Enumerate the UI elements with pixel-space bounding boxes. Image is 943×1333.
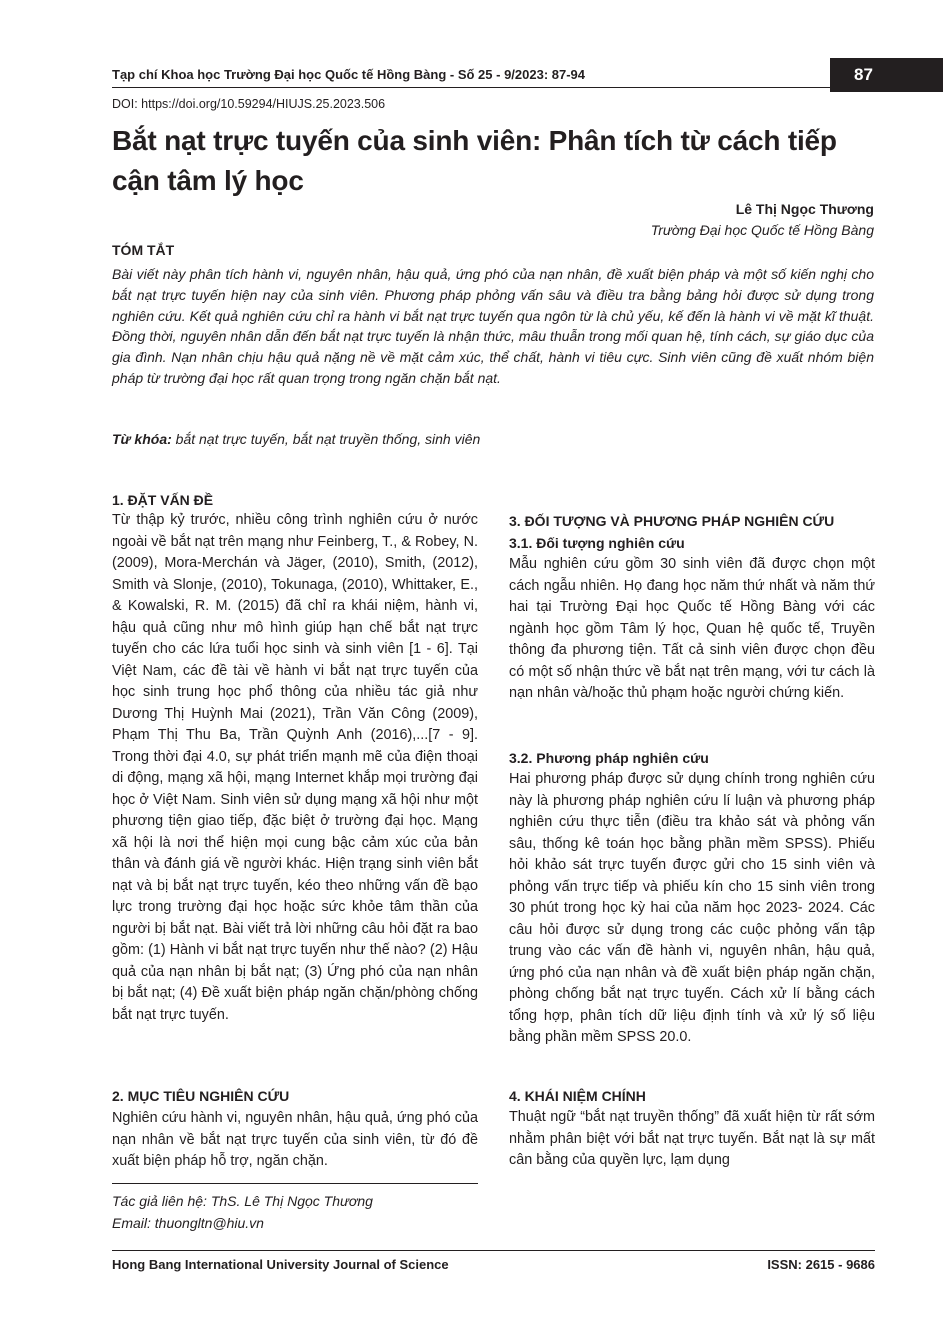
section-2-text: Nghiên cứu hành vi, nguyên nhân, hậu quả, ứng phó của nạn nhân về bắt nạt trực tuyến của sinh viên, từ đó đề xuất biện pháp hỗ trợ, ngăn chặn. [112,1110,478,1169]
section-3-1-heading: 3.1. Đối tượng nghiên cứu [509,535,685,551]
journal-header: Tạp chí Khoa học Trường Đại học Quốc tế Hồng Bàng - Số 25 - 9/2023: 87-94 [112,67,586,82]
section-3-heading: 3. ĐỐI TƯỢNG VÀ PHƯƠNG PHÁP NGHIÊN CỨU [509,513,835,529]
keywords-list: bắt nạt trực tuyến, bắt nạt truyền thống, sinh viên [171,431,481,447]
corresponding-email[interactable]: Email: thuongltn@hiu.vn [112,1215,264,1231]
article-title: Bắt nạt trực tuyến của sinh viên: Phân tích từ cách tiếp cận tâm lý học [112,125,837,196]
section-1-heading: 1. ĐẶT VẤN ĐỀ [112,492,214,508]
section-3-1-text: Mẫu nghiên cứu gồm 30 sinh viên đã được chọn một cách ngẫu nhiên. Họ đang học năm thứ nhất và năm thứ hai tại Trường Đại học Quốc tế Hồng Bàng với các ngành học gồm Tâm lý học, Quan hệ quốc tế, Truyền thông đa phương tiện. Tất cả sinh viên được chọn đều có một số nhận thức về bắt nạt trên mạng, với tư cách là nạn nhân và/hoặc thủ phạm hoặc người chứng kiến. [509,556,875,701]
correspondence [112,1190,373,1234]
doi-link[interactable]: DOI: https://doi.org/10.59294/HIUJS.25.2023.506 [112,97,386,111]
header-rule [112,87,830,88]
abstract-heading: TÓM TẮT [112,242,175,258]
page-number: 87 [830,58,943,92]
section-3-2-text: Hai phương pháp được sử dụng chính trong nghiên cứu này là phương pháp nghiên cứu lí luận và phương pháp nghiên cứu thực tiễn (điều tra khảo sát và phỏng vấn sâu, thống kê toán học bằng phần mềm SPSS). Phiếu hỏi khảo sát trực tuyến được gửi cho 15 sinh viên và phỏng vấn trực tiếp và phiếu kín cho 15 sinh viên trong 30 phút trong học kỳ hai của năm học 2023- 2024. Các câu hỏi được sử dụng trong các cuộc phỏng vấn tập trung vào các vấn đề hành vi, nguyên nhân, hậu quả, ứng phó của nạn nhân và đề xuất biện pháp ngăn chặn, phòng chống bắt nạt trực tuyến. Cách xử lí bằng cách tổng hợp, phân tích dữ liệu định tính và xử lý số liệu bằng phần mềm SPSS 20.0. [509,771,875,1045]
footer-issn: ISSN: 2615 - 9686 [767,1257,875,1272]
section-3-2-heading: 3.2. Phương pháp nghiên cứu [509,750,709,766]
keywords [112,431,480,447]
section-4-text: Thuật ngữ “bắt nạt truyền thống” đã xuất hiện từ rất sớm nhằm phân biệt với bắt nạt trực tuyến. Bắt nạt là sự mất cân bằng của quyền lực, lạm dụng [509,1109,875,1168]
author-name: Lê Thị Ngọc Thương [735,201,874,217]
author-affiliation: Trường Đại học Quốc tế Hồng Bàng [650,222,874,238]
corresponding-author: Tác giả liên hệ: ThS. Lê Thị Ngọc Thương [112,1193,373,1209]
footer-rule [112,1250,875,1251]
abstract-text: Bài viết này phân tích hành vi, nguyên nhân, hậu quả, ứng phó của nạn nhân, đề xuất biện pháp và một số kiến nghị cho bắt nạt trực tuyến hiện nay của sinh viên. Phương pháp phỏng vấn sâu và điều tra bằng bảng hỏi được sử dụng trong nghiên cứu. Kết quả nghiên cứu chỉ ra hành vi bắt nạt trực tuyến qua ngôn từ là chủ yếu, kế đến là hành vi về mặt kĩ thuật. Đồng thời, nguyên nhân dẫn đến bắt nạt trực tuyến là nhận thức, mâu thuẫn trong mối quan hệ, tính cách, sự giáo dục của gia đình. Nạn nhân chịu hậu quả nặng nề về mặt cảm xúc, thể chất, hành vi tiêu cực. Sinh viên cũng đề xuất nhóm biện pháp từ trường đại học rất quan trọng trong ngăn chặn bắt nạt. [112,266,874,386]
section-1-text: Từ thập kỷ trước, nhiều công trình nghiên cứu ở nước ngoài về bắt nạt trên mạng như Feinberg, T., & Robey, N. (2009), Mora-Merchán và Jäger, (2010), Smith, (2012), Smith và Slonje, (2010), Tokunaga, (2010), Whittaker, E., & Kowalski, R. M. (2015) đã chỉ ra khái niệm, hành vi, hậu quả cũng như mô hình giúp hạn chế bắt nạt trực tuyến cho các lứa tuổi học sinh và sinh viên [1 - 6]. Tại Việt Nam, các đề tài về hành vi bắt nạt trực tuyến của học sinh trung học phổ thông của nhiều tác giả như Dương Thị Huỳnh Mai (2021), Trần Văn Công (2009), Phạm Thị Thu Ba, Trần Quỳnh Anh (2016),...[7 - 9]. Trong thời đại 4.0, sự phát triển mạnh mẽ của điện thoại di động, mạng xã hội, mạng Internet khắp mọi trường đại học ở Việt Nam. Sinh viên sử dụng mạng xã hội như một phương tiện giao tiếp, đặc biệt ở trường đại học. Mạng xã hội là nơi thể hiện mọi cung bậc cảm xúc của bản thân và đánh giá về người khác. Hiện trạng sinh viên bắt nạt và bị bắt nạt trực tuyến, kéo theo những vấn đề bạo lực trong trường đại học hoặc sức khỏe tâm thần của người bị bắt nạt. Bài viết trả lời những câu hỏi đặt ra bao gồm: (1) Hành vi bắt nạt trực tuyến như thế nào? (2) Hậu quả của nạn nhân bị bắt nạt; (3) Ứng phó của nạn nhân bị bắt nạt; (4) Đề xuất biện pháp ngăn chặn/phòng chống bắt nạt trực tuyến. [112,512,478,1023]
footer-journal: Hong Bang International University Journal of Science [112,1257,449,1272]
keywords-label: Từ khóa: [112,431,172,447]
footnote-rule [112,1183,478,1184]
section-2-heading: 2. MỤC TIÊU NGHIÊN CỨU [112,1088,290,1104]
section-4-heading: 4. KHÁI NIỆM CHÍNH [509,1088,646,1104]
